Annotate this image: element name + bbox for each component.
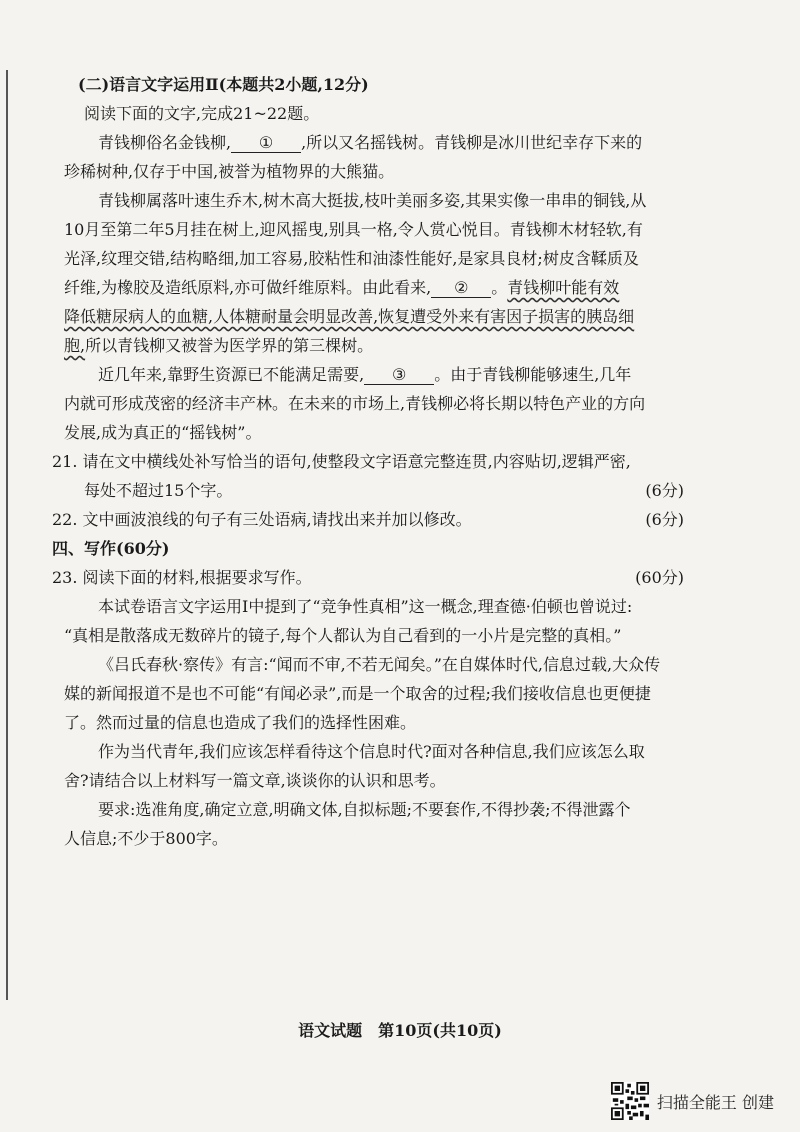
passage-line: 青钱柳俗名金钱柳, ① ,所以又名摇钱树。青钱柳是冰川世纪幸存下来的 [98, 133, 643, 152]
passage-line: 青钱柳属落叶速生乔木,树木高大挺拔,枝叶美丽多姿,其果实像一串串的铜钱,从 [98, 191, 647, 210]
wavy-sentence: 青钱柳叶能有效 [507, 278, 620, 297]
scanner-watermark [611, 1082, 774, 1120]
material-line: 媒的新闻报道不是也不可能“有闻必录”,而是一个取舍的过程;我们接收信息也更便捷 [64, 684, 651, 703]
passage-line: 近几年来,靠野生资源已不能满足需要, ③ 。由于青钱柳能够速生,几年 [98, 365, 632, 384]
section4-heading: 四、写作(60分) [52, 539, 170, 558]
question-21: 21. 请在文中横线处补写恰当的语句,使整段文字语意完整连贯,内容贴切,逻辑严密, [52, 452, 631, 471]
passage-line [64, 302, 684, 331]
material-line: 舍?请结合以上材料写一篇文章,谈谈你的认识和思考。 [64, 771, 446, 790]
page-footer: 语文试题 第10页(共10页) [298, 1021, 502, 1040]
material-line: 本试卷语言文字运用Ⅰ中提到了“竞争性真相”这一概念,理查德·伯顿也曾说过: [98, 597, 633, 616]
wavy-sentence: 降低糖尿病人的血糖,人体糖耐量会明显改善,恢复遭受外来有害因子损害的胰岛细 [64, 307, 635, 326]
watermark-text: 扫描全能王 创建 [656, 1092, 774, 1112]
qr-code-icon [611, 1082, 649, 1120]
passage-line: 内就可形成茂密的经济丰产林。在未来的市场上,青钱柳必将长期以特色产业的方向 [64, 394, 646, 413]
blank-3: ③ [364, 366, 434, 385]
passage-line: 纤维,为橡胶及造纸原料,亦可做纤维原料。由此看来, ② 。青钱柳叶能有效 [64, 278, 620, 297]
material-line: 作为当代青年,我们应该怎样看待这个信息时代?面对各种信息,我们应该怎么取 [98, 742, 645, 761]
passage-line: 光泽,纹理交错,结构略细,加工容易,胶粘性和油漆性能好,是家具良材;树皮含鞣质及 [64, 249, 639, 268]
material-line: 了。然而过量的信息也造成了我们的选择性困难。 [64, 713, 417, 732]
section2-instruction: 阅读下面的文字,完成21~22题。 [84, 104, 320, 123]
section2-heading: (二)语言文字运用Ⅱ(本题共2小题,12分) [78, 75, 369, 94]
material-line: 《吕氏春秋·察传》有言:“闻而不审,不若无闻矣。”在自媒体时代,信息过载,大众传 [98, 655, 661, 674]
passage-line: 10月至第二年5月挂在树上,迎风摇曳,别具一格,令人赏心悦目。青钱柳木材轻软,有 [64, 220, 643, 239]
blank-2: ② [431, 279, 491, 298]
question-21-cont: 每处不超过15个字。 (6分) [64, 476, 684, 505]
requirement-line: 人信息;不少于800字。 [64, 829, 228, 848]
question-23: 23. 阅读下面的材料,根据要求写作。 (60分) [52, 563, 684, 592]
exam-page-content [52, 70, 684, 853]
wavy-sentence: 胞, [64, 336, 86, 355]
passage-line: 发展,成为真正的“摇钱树”。 [64, 423, 262, 442]
q21-score: (6分) [645, 481, 684, 500]
blank-1: ① [231, 134, 301, 153]
passage-line: 胞,所以青钱柳又被誉为医学界的第三棵树。 [64, 336, 374, 355]
question-22: 22. 文中画波浪线的句子有三处语病,请找出来并加以修改。 (6分) [52, 505, 684, 534]
page-left-edge [6, 70, 8, 1000]
q22-score: (6分) [645, 510, 684, 529]
q23-score: (60分) [635, 568, 684, 587]
material-line: “真相是散落成无数碎片的镜子,每个人都认为自己看到的一小片是完整的真相。” [64, 626, 622, 645]
passage-line: 珍稀树种,仅存于中国,被誉为植物界的大熊猫。 [64, 162, 395, 181]
requirement-line: 要求:选准角度,确定立意,明确文体,自拟标题;不要套作,不得抄袭;不得泄露个 [98, 800, 631, 819]
